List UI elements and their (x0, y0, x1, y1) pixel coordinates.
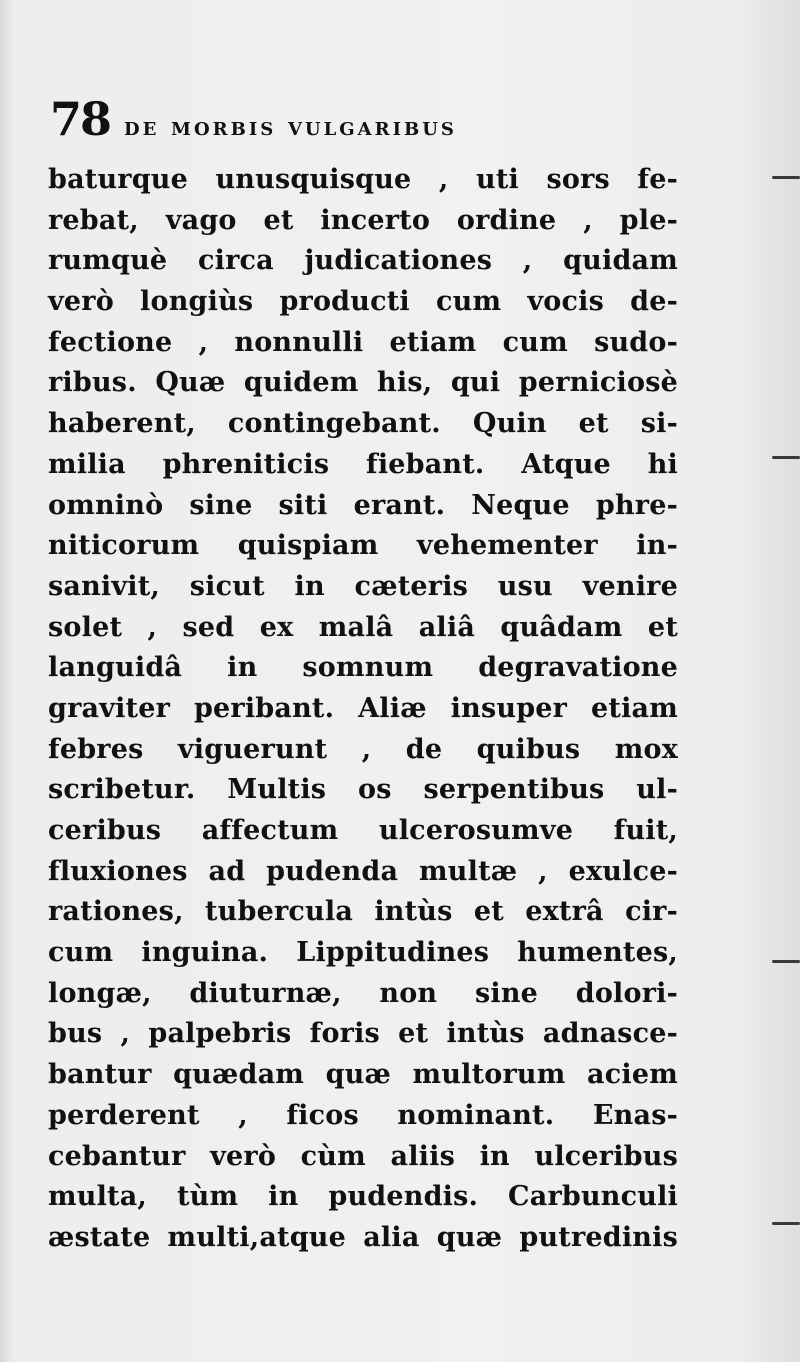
text-line: omninò sine siti erant. Neque phre- (48, 489, 678, 521)
text-line: cum inguina. Lippitudines humentes, (48, 937, 678, 969)
text-line: longæ, diuturnæ, non sine dolori- (48, 977, 678, 1009)
text-line: verò longiùs producti cum vocis de- (48, 286, 678, 318)
running-head (50, 92, 690, 152)
body-text (48, 160, 678, 1259)
text-line: haberent, contingebant. Quin et si- (48, 408, 678, 440)
text-line: bantur quædam quæ multorum aciem (48, 1059, 678, 1091)
text-line: ceribus affectum ulcerosumve fuit, (48, 815, 678, 846)
text-line: baturque unusquisque , uti sors fe- (48, 164, 678, 195)
text-line: fectione , nonnulli etiam cum sudo- (48, 326, 678, 358)
page-edge-mark (772, 1222, 800, 1225)
text-line: fluxiones ad pudenda multæ , exulce- (48, 855, 678, 887)
text-line: milia phreniticis fiebant. Atque hi (48, 448, 678, 480)
text-line: multa, tùm in pudendis. Carbunculi (48, 1181, 678, 1213)
text-line: languidâ in somnum degravatione (48, 652, 678, 684)
text-line: niticorum quispiam vehementer in- (48, 530, 678, 562)
text-line: rebat, vago et incerto ordine , ple- (48, 204, 678, 236)
text-line: bus , palpebris foris et intùs adnasce- (48, 1018, 678, 1050)
page-edge-mark (772, 456, 800, 459)
running-title: de morbis vulgaribus (124, 112, 457, 141)
text-line: solet , sed ex malâ aliâ quâdam et (48, 611, 678, 643)
text-line: sanivit, sicut in cæteris usu venire (48, 570, 678, 602)
text-line: graviter peribant. Aliæ insuper etiam (48, 692, 678, 724)
text-line: ribus. Quæ quidem his, qui perniciosè (48, 367, 678, 399)
text-line: perderent , ficos nominant. Enas- (48, 1099, 678, 1131)
page-number: 78 (50, 92, 111, 146)
text-line: rationes, tubercula intùs et extrâ cir- (48, 896, 678, 928)
text-line: febres viguerunt , de quibus mox (48, 733, 678, 765)
text-line: cebantur verò cùm aliis in ulceribus (48, 1140, 678, 1172)
text-line: rumquè circa judicationes , quidam (48, 245, 678, 277)
text-line: æstate multi,atque alia quæ putredinis (48, 1221, 678, 1253)
page-edge-mark (772, 960, 800, 963)
page-edge-mark (772, 176, 800, 179)
text-line: scribetur. Multis os serpentibus ul- (48, 774, 678, 806)
